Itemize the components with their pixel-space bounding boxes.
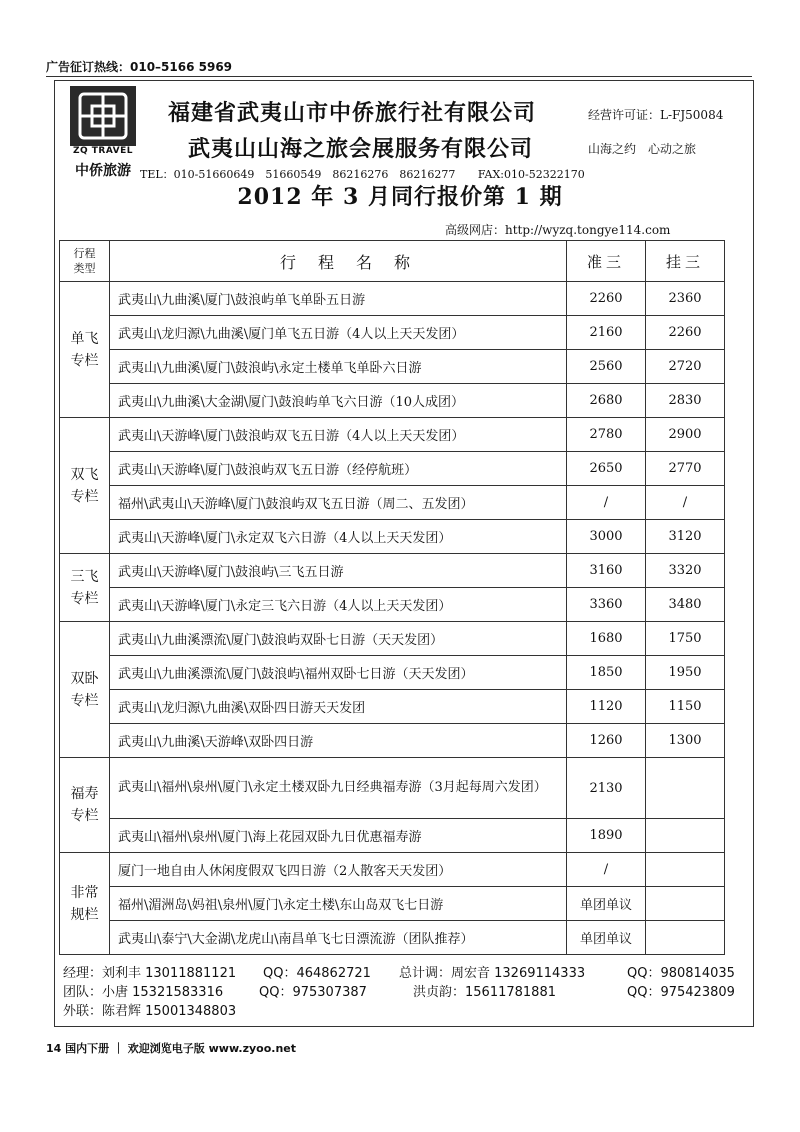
slogan: 山海之约 心动之旅 [588,142,697,156]
price-standard: 3360 [567,588,646,622]
table-row [60,282,725,316]
page-title: 2012 年 3 月同行报价第 1 期 [237,184,563,210]
ad-hotline: 广告征订热线：010–5166 5969 [46,60,233,74]
table-row [60,921,725,955]
route-name: 武夷山\龙归源\九曲溪\厦门单飞五日游（4人以上天天发团） [110,316,567,350]
route-name: 福州\湄洲岛\妈祖\泉州\厦门\永定土楼\东山岛双飞七日游 [110,887,567,921]
contact-planner-qq: QQ：980814035 [627,966,735,981]
category-cell [60,418,110,554]
price-rated: 1300 [646,724,725,758]
price-rated [646,819,725,853]
logo-mark [70,86,136,146]
category-label: 三飞专栏 [70,568,99,607]
contact-manager-qq: QQ：464862721 [263,966,371,981]
price-rated [646,853,725,887]
table-row [60,316,725,350]
logo-text-cn: 中侨旅游 [75,163,131,179]
route-name: 武夷山\九曲溪\厦门\鼓浪屿单飞单卧五日游 [110,282,567,316]
price-standard: 2260 [567,282,646,316]
price-standard: / [567,486,646,520]
header-col2: 挂三 [646,241,725,282]
company-name-1: 福建省武夷山市中侨旅行社有限公司 [168,100,537,126]
contact-hong-qq: QQ：975423809 [627,985,735,1000]
route-name: 武夷山\龙归源\九曲溪\双卧四日游天天发团 [110,690,567,724]
route-name: 武夷山\天游峰\厦门\鼓浪屿双飞五日游（经停航班） [110,452,567,486]
price-standard: 2780 [567,418,646,452]
price-table [59,240,725,955]
contact-row [63,1002,743,1021]
contact-hong: 洪贞韵：15611781881 [413,985,556,1000]
company-logo [70,86,136,182]
category-label: 双飞专栏 [70,466,99,505]
price-rated: / [646,486,725,520]
price-rated: 2360 [646,282,725,316]
table-header-row [60,241,725,282]
table-row [60,724,725,758]
price-standard: 2680 [567,384,646,418]
price-rated: 3480 [646,588,725,622]
price-standard: 1680 [567,622,646,656]
route-name: 厦门一地自由人休闲度假双飞四日游（2人散客天天发团） [110,853,567,887]
logo-text-en: ZQ TRAVEL [72,146,134,156]
price-rated: 2720 [646,350,725,384]
table-row [60,887,725,921]
route-name: 武夷山\天游峰\厦门\鼓浪屿双飞五日游（4人以上天天发团） [110,418,567,452]
route-name: 武夷山\九曲溪\厦门\鼓浪屿\永定土楼单飞单卧六日游 [110,350,567,384]
route-name: 武夷山\福州\泉州\厦门\永定土楼双卧九日经典福寿游（3月起每周六发团） [110,758,567,819]
table-row [60,853,725,887]
table-row [60,486,725,520]
top-divider [46,76,752,77]
price-standard: 1850 [567,656,646,690]
header-col1: 准三 [567,241,646,282]
price-standard: 1890 [567,819,646,853]
table-row [60,384,725,418]
price-standard: 2130 [567,758,646,819]
fax-number: FAX:010-52322170 [477,168,585,181]
route-name: 武夷山\福州\泉州\厦门\海上花园双卧九日优惠福寿游 [110,819,567,853]
price-standard: 单团单议 [567,887,646,921]
license-number: 经营许可证：L-FJ50084 [588,108,724,122]
price-rated: 3320 [646,554,725,588]
price-rated: 2900 [646,418,725,452]
route-name: 福州\武夷山\天游峰\厦门\鼓浪屿双飞五日游（周二、五发团） [110,486,567,520]
price-rated: 3120 [646,520,725,554]
price-standard: 2160 [567,316,646,350]
contacts [63,964,743,1021]
table-row [60,554,725,588]
category-label: 双卧专栏 [70,670,99,709]
category-cell [60,282,110,418]
route-name: 武夷山\九曲溪漂流\厦门\鼓浪屿\福州双卧七日游（天天发团） [110,656,567,690]
category-cell [60,622,110,758]
table-row [60,622,725,656]
tel-numbers: TEL：010-51660649 51660549 86216276 86216277 [140,168,456,181]
category-label: 单飞专栏 [70,330,99,369]
price-standard: / [567,853,646,887]
contact-manager: 经理：刘利丰 13011881121 [63,966,237,981]
table-row [60,819,725,853]
page-footer: 14 国内下册 ｜ 欢迎浏览电子版 www.zyoo.net [46,1042,297,1055]
price-rated [646,758,725,819]
price-rated: 2830 [646,384,725,418]
table-row [60,520,725,554]
route-name: 武夷山\天游峰\厦门\永定双飞六日游（4人以上天天发团） [110,520,567,554]
table-row [60,656,725,690]
price-rated: 2770 [646,452,725,486]
contact-external: 外联：陈君辉 15001348803 [63,1004,237,1019]
table-row [60,350,725,384]
route-name: 武夷山\九曲溪\大金湖\厦门\鼓浪屿单飞六日游（10人成团） [110,384,567,418]
category-cell [60,554,110,622]
contact-row [63,983,743,1002]
price-rated: 2260 [646,316,725,350]
table-row [60,758,725,819]
price-standard: 1260 [567,724,646,758]
route-name: 武夷山\泰宁\大金湖\龙虎山\南昌单飞七日漂流游（团队推荐） [110,921,567,955]
price-rated: 1750 [646,622,725,656]
route-name: 武夷山\九曲溪漂流\厦门\鼓浪屿双卧七日游（天天发团） [110,622,567,656]
table-row [60,588,725,622]
contact-team: 团队：小唐 15321583316 [63,985,224,1000]
table-row [60,452,725,486]
price-rated: 1150 [646,690,725,724]
header-name: 行程名称 [110,241,567,282]
online-shop-url[interactable]: 高级网店：http://wyzq.tongye114.com [445,223,671,237]
table-row [60,418,725,452]
header-type: 行程 类型 [60,241,110,282]
contact-team-qq: QQ：975307387 [259,985,367,1000]
price-standard: 3000 [567,520,646,554]
contact-planner: 总计调：周宏音 13269114333 [399,966,586,981]
route-name: 武夷山\天游峰\厦门\鼓浪屿\三飞五日游 [110,554,567,588]
price-standard: 单团单议 [567,921,646,955]
route-name: 武夷山\九曲溪\天游峰\双卧四日游 [110,724,567,758]
category-label: 非常规栏 [70,884,99,923]
category-label: 福寿专栏 [70,786,99,824]
price-standard: 2560 [567,350,646,384]
price-rated [646,887,725,921]
company-name-2: 武夷山山海之旅会展服务有限公司 [188,136,534,162]
price-standard: 1120 [567,690,646,724]
route-name: 武夷山\天游峰\厦门\永定三飞六日游（4人以上天天发团） [110,588,567,622]
table-row [60,690,725,724]
category-cell [60,853,110,955]
price-rated: 1950 [646,656,725,690]
contact-row [63,964,743,983]
price-rated [646,921,725,955]
category-cell [60,758,110,853]
price-standard: 2650 [567,452,646,486]
price-standard: 3160 [567,554,646,588]
